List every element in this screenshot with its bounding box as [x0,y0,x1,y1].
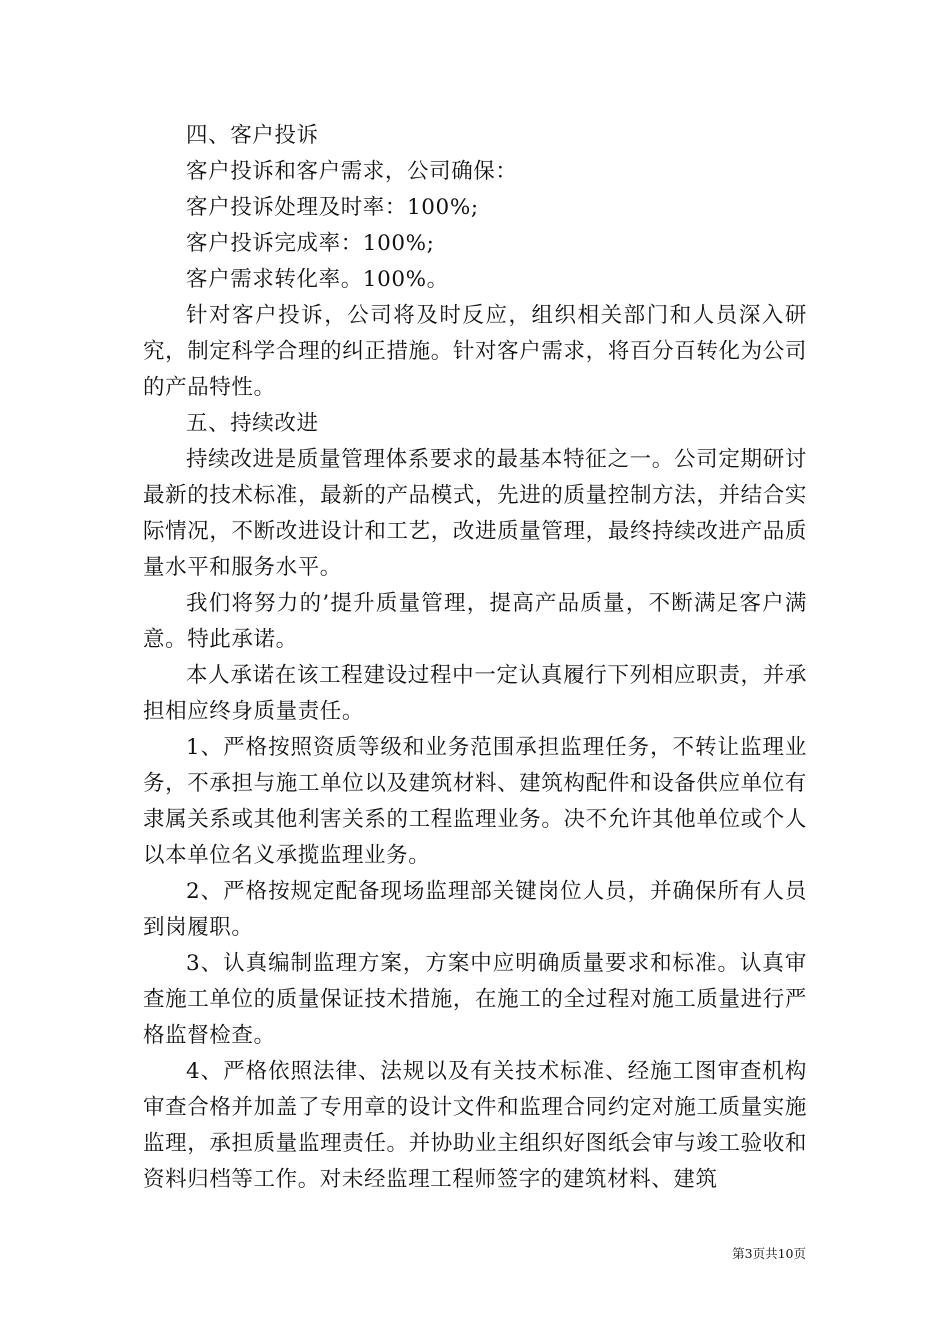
page-number-footer: 第3页共10页 [732,1246,806,1261]
heading-customer-complaints: 四、客户投诉 [186,123,319,148]
paragraph: 本人承诺在该工程建设过程中一定认真履行下列相应职责，并承担相应终身质量责任。 [143,663,807,724]
paragraph: 客户投诉完成率：100%; [186,231,435,256]
paragraph: 我们将努力的’提升质量管理，提高产品质量，不断满足客户满意。特此承诺。 [143,591,807,652]
paragraph: 持续改进是质量管理体系要求的最基本特征之一。公司定期研讨最新的技术标准，最新的产品模式，先进的质量控制方法，并结合实际情况，不断改进设计和工艺，改进质量管理，最终持续改进产品质量水平和服务水平。 [143,447,807,580]
paragraph: 3、认真编制监理方案，方案中应明确质量要求和标准。认真审查施工单位的质量保证技术措施，在施工的全过程对施工质量进行严格监督检查。 [143,951,807,1048]
paragraph: 1、严格按照资质等级和业务范围承担监理任务，不转让监理业务，不承担与施工单位以及建筑材料、建筑构配件和设备供应单位有隶属关系或其他利害关系的工程监理业务。决不允许其他单位或个人以本单位名义承揽监理业务。 [143,735,807,868]
paragraph: 针对客户投诉，公司将及时反应，组织相关部门和人员深入研究，制定科学合理的纠正措施。针对客户需求，将百分百转化为公司的产品特性。 [143,303,807,400]
heading-continuous-improvement: 五、持续改进 [186,411,319,436]
paragraph: 2、严格按规定配备现场监理部关键岗位人员，并确保所有人员到岗履职。 [143,879,807,940]
paragraph: 客户投诉处理及时率：100%; [186,195,479,220]
paragraph: 4、严格依照法律、法规以及有关技术标准、经施工图审查机构审查合格并加盖了专用章的设计文件和监理合同约定对施工质量实施监理，承担质量监理责任。并协助业主组织好图纸会审与竣工验收和资料归档等工作。对未经监理工程师签字的建筑材料、建筑 [143,1059,807,1192]
paragraph: 客户投诉和客户需求，公司确保： [186,159,518,184]
paragraph: 客户需求转化率。100%。 [186,267,449,292]
document-body [143,118,807,1198]
